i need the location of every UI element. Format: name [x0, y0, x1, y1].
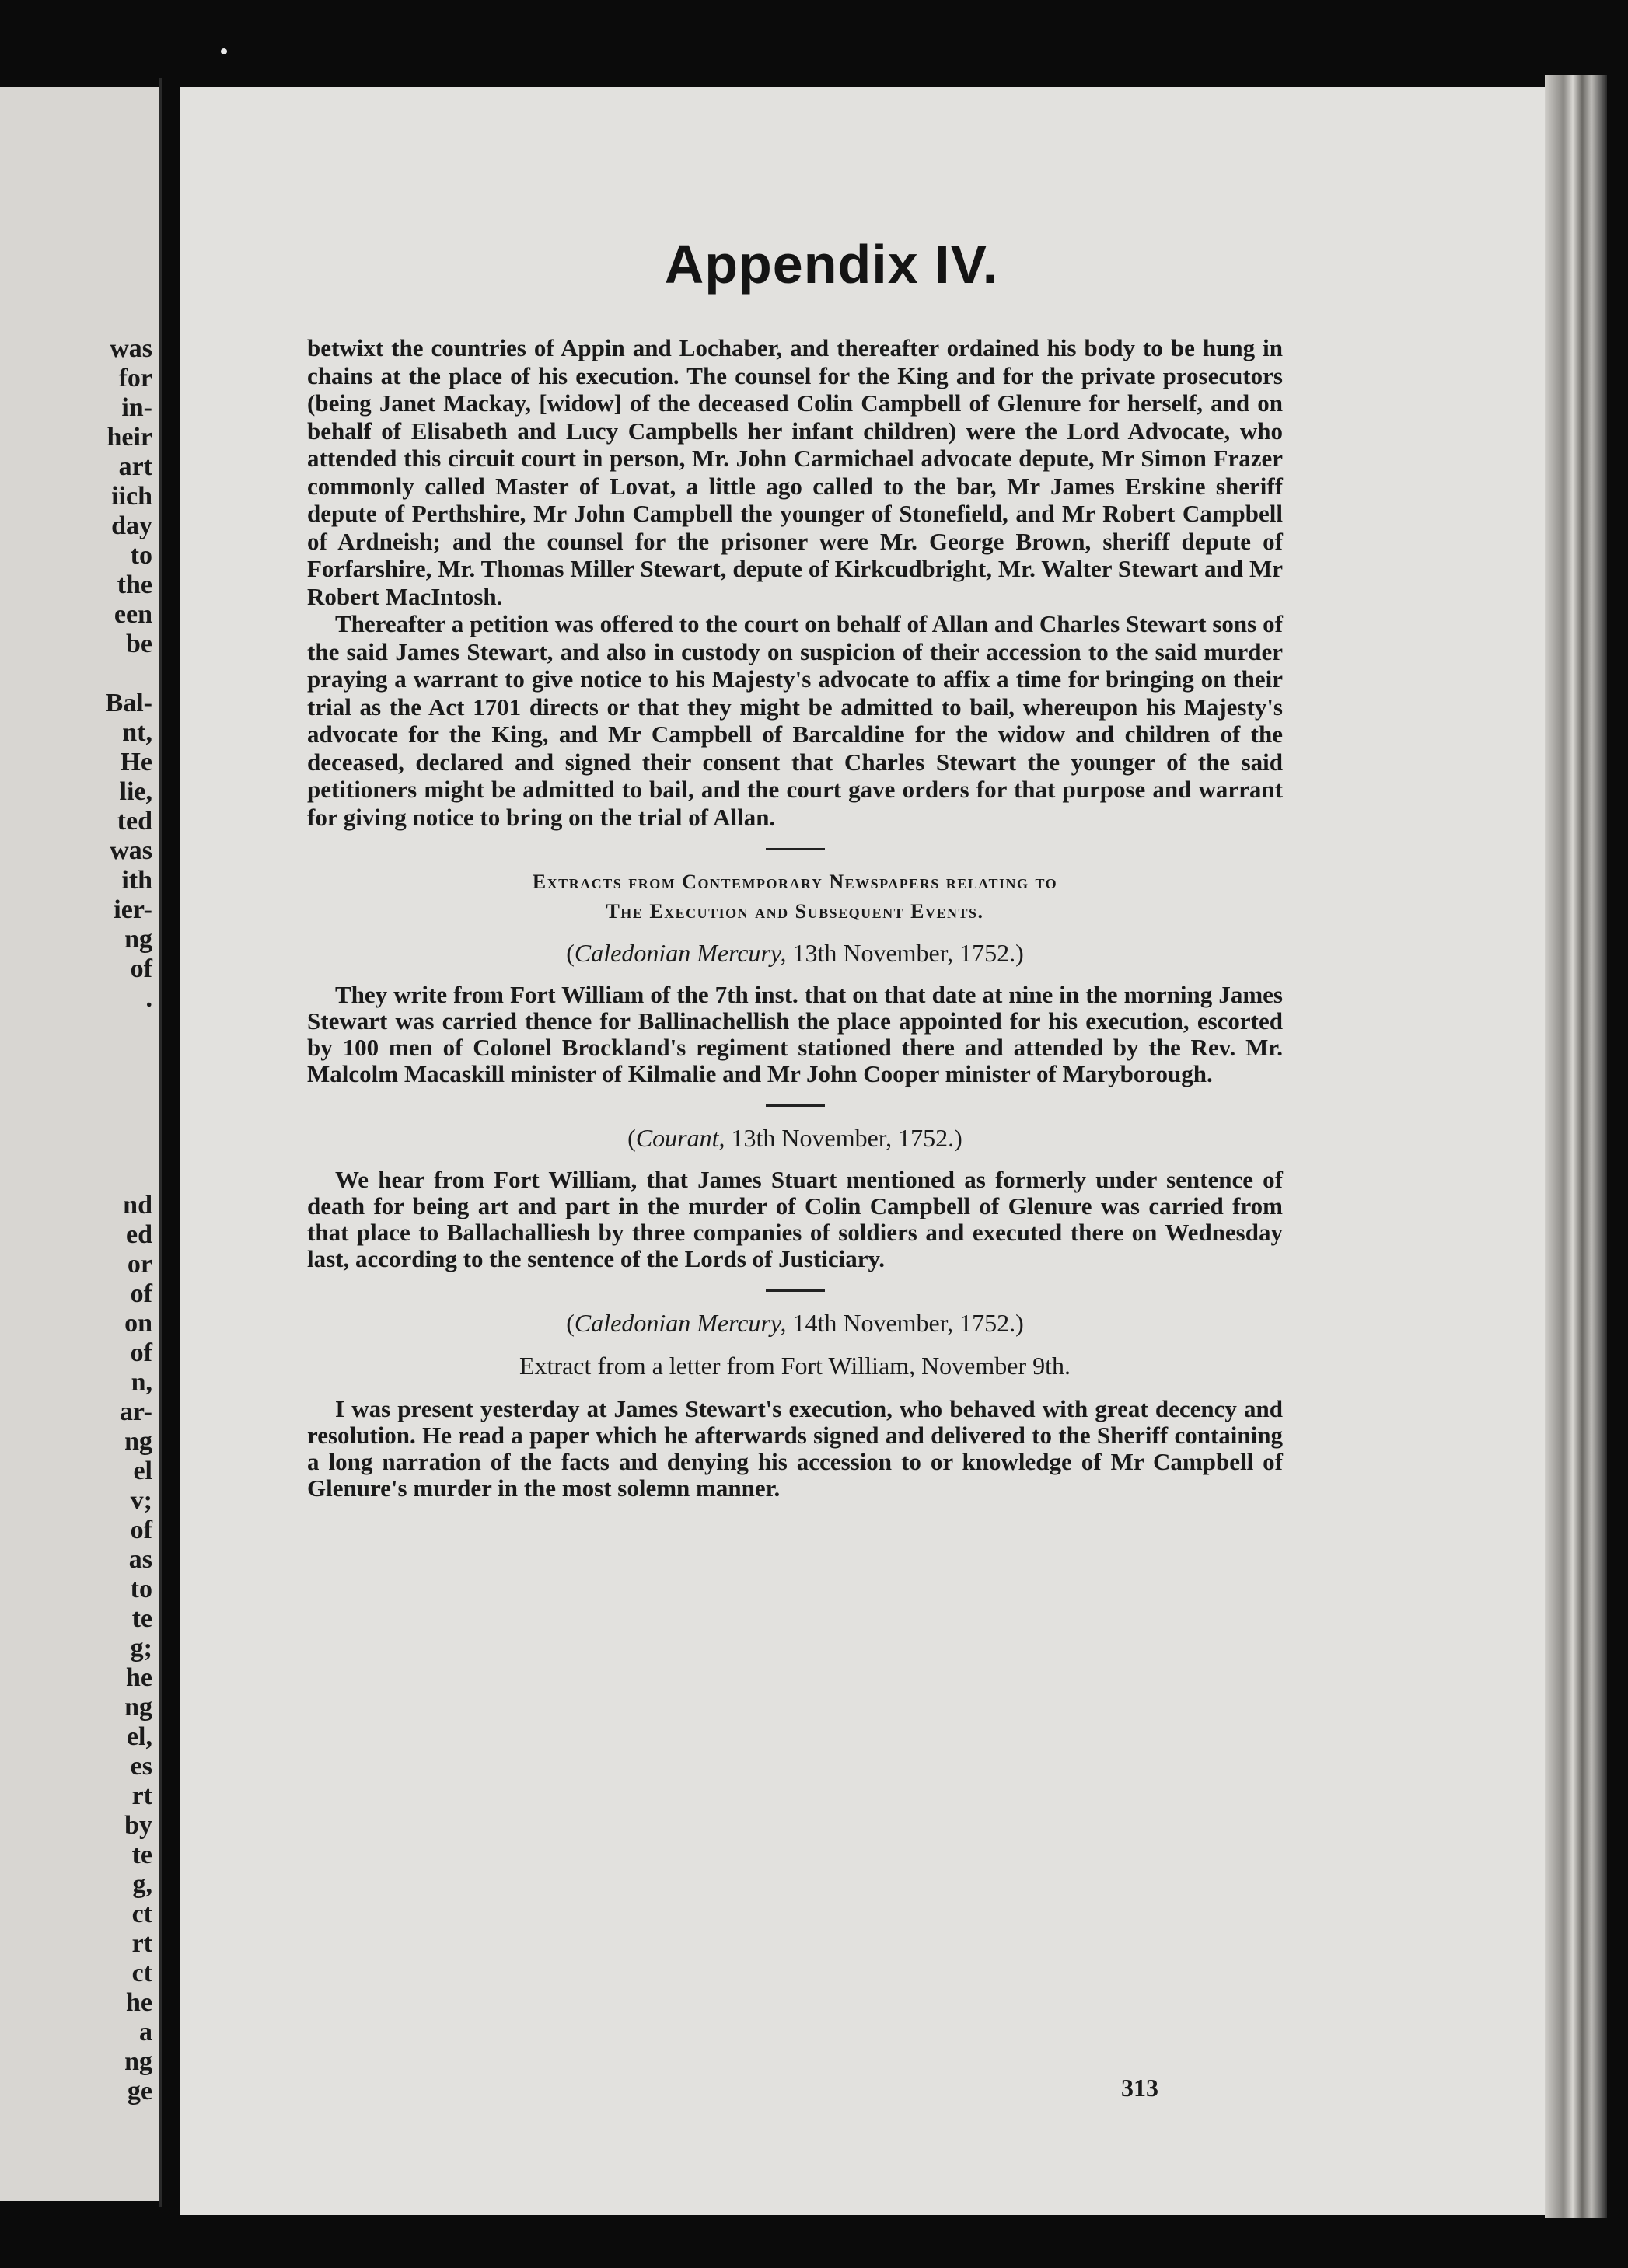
facing-page-fragment: es: [130, 1752, 152, 1781]
newspaper-name: Caledonian Mercury,: [574, 939, 787, 967]
facing-page-fragment: el,: [126, 1722, 152, 1751]
paren-close: ): [954, 1124, 962, 1152]
paren-open: (: [566, 939, 575, 967]
facing-page-fragment: ar-: [119, 1397, 152, 1426]
facing-page-fragment: te: [131, 1604, 152, 1633]
facing-page-fragment: be: [126, 630, 152, 658]
extract-2-source: [307, 1124, 1283, 1153]
facing-page-fragment: for: [118, 364, 152, 393]
extract-2-text: We hear from Fort William, that James Stuart mentioned as formerly under sentence of death for being art and part in the murder of Colin Campbell of Glenure was carried from that place to Ballachalliesh by three companies of soldiers and executed there on Wednesday last, according to the sentence of the Lords of Justiciary.: [307, 1166, 1283, 1272]
page-content: [307, 334, 1283, 1502]
facing-page-fragment: or: [127, 1250, 152, 1279]
facing-page-fragment: the: [117, 570, 152, 599]
facing-page-fragment: He: [120, 748, 152, 776]
facing-page-fragment: nt,: [122, 718, 152, 747]
facing-page-fragment: he: [126, 1663, 152, 1692]
facing-page-fragment: day: [111, 511, 152, 540]
facing-page-fragment: n,: [131, 1368, 152, 1397]
facing-page-fragment: ct: [131, 1900, 152, 1928]
facing-page-fragment: te: [131, 1841, 152, 1869]
facing-page-fragment: by: [124, 1811, 152, 1840]
facing-page-fragment: of: [130, 954, 152, 983]
facing-page-fragment: on: [124, 1309, 152, 1338]
facing-page-fragment: of: [130, 1338, 152, 1367]
facing-page-fragment: ith: [121, 866, 152, 895]
facing-page-fragment: rt: [131, 1781, 152, 1810]
paragraph-petition: Thereafter a petition was offered to the court on behalf of Allan and Charles Stewart sons of the said James Stewart, and also in custody on suspicion of their accession to the said murder praying a warrant to give notice to his Majesty's advocate to affix a time for bringing on their trial as the Act 1701 directs or that they might be admitted to bail, whereupon his Majesty's advocate for the King, and Mr Campbell of Barcaldine for the widow and children of the deceased, declared and signed their consent that Charles Stewart the younger of the said petitioners might be admitted to bail, and the court gave orders for that purpose and warrant for giving notice to bring on the trial of Allan.: [307, 610, 1283, 831]
extract-divider: [766, 1104, 825, 1107]
section-divider: [766, 848, 825, 850]
facing-page-fragment: .: [145, 984, 152, 1013]
section-heading: [307, 867, 1283, 926]
facing-page-fragment: of: [130, 1279, 152, 1308]
book-page: [180, 87, 1545, 2215]
facing-page-fragment: el: [133, 1457, 152, 1485]
facing-page-fragment: ng: [124, 925, 152, 954]
section-heading-line-2: The Execution and Subsequent Events.: [606, 900, 984, 923]
facing-page-fragment: was: [110, 334, 152, 363]
section-heading-line-1: Extracts from Contemporary Newspapers relating to: [532, 871, 1058, 893]
facing-page-fragment: art: [118, 452, 152, 481]
facing-page-fragment: ct: [131, 1959, 152, 1987]
paragraph-court-counsel: betwixt the countries of Appin and Lochaber, and thereafter ordained his body to be hung in chains at the place of his execution. The counsel for the King and for the private prosecutors (being Janet Mackay, [widow] of the deceased Colin Campbell of Glenure for herself, and on behalf of Elisabeth and Lucy Campbells her infant children) were the Lord Advocate, who attended this circuit court in person, Mr. John Carmichael advocate depute, Mr Simon Frazer commonly called Master of Lovat, a little ago called to the bar, Mr James Erskine sheriff depute of Perthshire, Mr John Campbell the younger of Stonefield, and Mr Robert Campbell of Ardneish; and the counsel for the prisoner were Mr. George Brown, sheriff depute of Forfarshire, Mr. Thomas Miller Stewart, depute of Kirkcudbright, Mr. Walter Stewart and Mr Robert MacIntosh.: [307, 334, 1283, 610]
extract-3-subheading: Extract from a letter from Fort William, November 9th.: [519, 1352, 1071, 1380]
extract-3-text: I was present yesterday at James Stewart's execution, who behaved with great decency and resolution. He read a paper which he afterwards signed and delivered to the Sheriff containing a long narration of the facts and denying his accession to or knowledge of Mr Campbell of Glenure's murder in the most solemn manner.: [307, 1395, 1283, 1502]
book-gutter: [159, 78, 162, 2207]
extract-divider: [766, 1289, 825, 1292]
facing-page-fragment: ng: [124, 1693, 152, 1722]
newspaper-name: Courant,: [635, 1124, 725, 1152]
facing-page-fragment: to: [130, 1575, 152, 1603]
facing-page-fragment: Bal-: [105, 689, 152, 717]
facing-page-fragment: lie,: [119, 777, 152, 806]
facing-page-fragment: was: [110, 836, 152, 865]
facing-page-fragment: in-: [121, 393, 152, 422]
speck: [221, 48, 227, 54]
facing-page-fragment: as: [128, 1545, 152, 1574]
facing-page-fragment: of: [130, 1516, 152, 1544]
page-edges: [1545, 75, 1607, 2218]
paren-open: (: [627, 1124, 636, 1152]
facing-page-fragment: ge: [127, 2077, 152, 2106]
facing-page-fragment: iich: [111, 482, 152, 511]
newspaper-name: Caledonian Mercury,: [574, 1309, 787, 1337]
facing-page-fragment: a: [139, 2018, 152, 2046]
facing-page-fragment: g,: [132, 1870, 152, 1899]
extract-3-source: [307, 1309, 1283, 1338]
paren-open: (: [566, 1309, 575, 1337]
facing-page-fragment: he: [126, 1988, 152, 2017]
facing-page-fragment: rt: [131, 1929, 152, 1958]
facing-page-fragment: [106, 659, 152, 689]
facing-page-fragment: ed: [126, 1220, 152, 1249]
page-number: 313: [1121, 2074, 1158, 2102]
facing-page-fragment: ier-: [114, 895, 152, 924]
newspaper-date: 13th November, 1752.: [725, 1124, 955, 1152]
facing-page-fragment: heir: [107, 423, 152, 452]
facing-page-column-1: [106, 334, 152, 1014]
facing-page-fragment: v;: [130, 1486, 152, 1515]
newspaper-date: 13th November, 1752.: [786, 939, 1016, 967]
extract-1-source: [307, 939, 1283, 968]
facing-page-fragment: ng: [124, 2047, 152, 2076]
paren-close: ): [1015, 1309, 1024, 1337]
facing-page-column-2: [120, 1191, 152, 2106]
facing-page-left: [0, 87, 160, 2201]
facing-page-fragment: ng: [124, 1427, 152, 1456]
facing-page-fragment: een: [114, 600, 152, 629]
facing-page-fragment: ted: [117, 807, 152, 836]
extract-1-text: They write from Fort William of the 7th inst. that on that date at nine in the morning James Stewart was carried thence for Ballinachellish the place appointed for his execution, escorted by 100 men of Colonel Brockland's regiment stationed there and attended by the Rev. Mr. Malcolm Macaskill minister of Kilmalie and Mr John Cooper minister of Maryborough.: [307, 981, 1283, 1087]
facing-page-fragment: to: [130, 541, 152, 570]
facing-page-fragment: g;: [130, 1634, 152, 1663]
page-title: Appendix IV.: [664, 234, 999, 295]
newspaper-date: 14th November, 1752.: [786, 1309, 1016, 1337]
paren-close: ): [1015, 939, 1024, 967]
facing-page-fragment: nd: [123, 1191, 152, 1219]
